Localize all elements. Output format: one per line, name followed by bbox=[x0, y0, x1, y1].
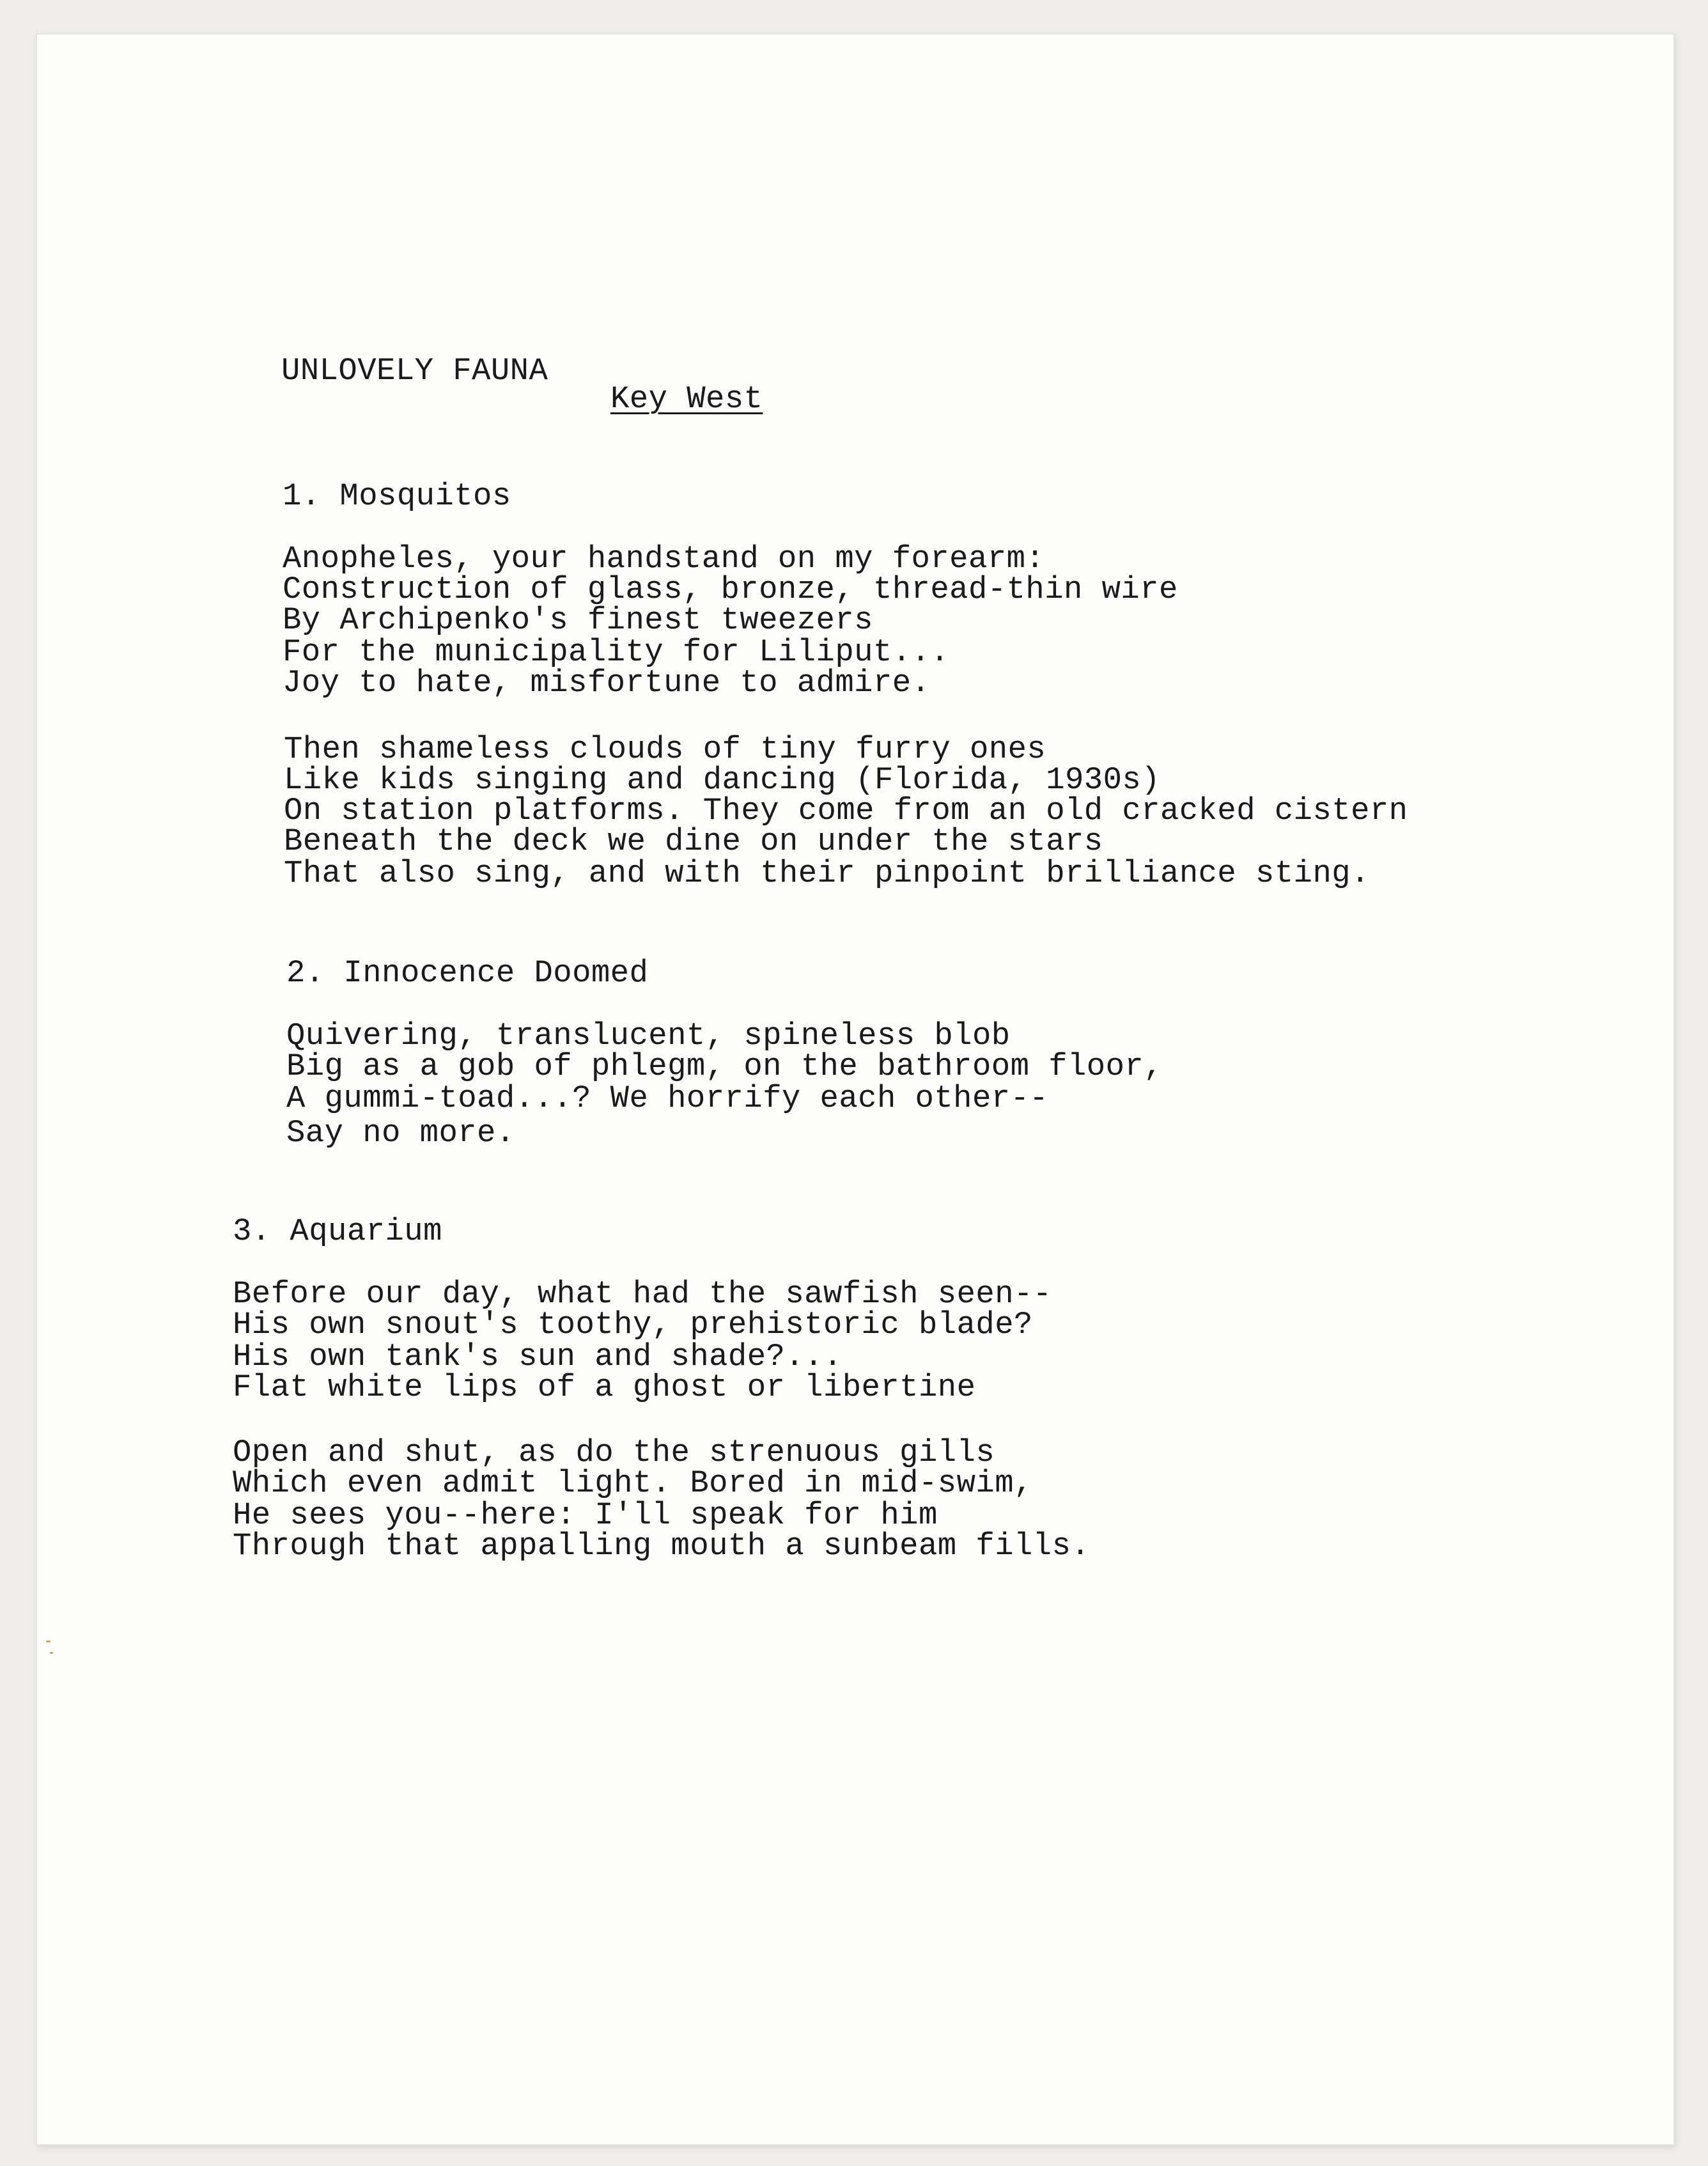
poem-line: Anopheles, your handstand on my forearm: bbox=[283, 541, 1045, 577]
poem-line: On station platforms. They come from an old cracked cistern bbox=[284, 793, 1408, 829]
poem-line: Quivering, translucent, spineless blob bbox=[286, 1018, 1011, 1054]
section-heading-innocence-doomed: 2. Innocence Doomed bbox=[286, 955, 649, 991]
poem-line: His own snout's toothy, prehistoric blade? bbox=[233, 1307, 1033, 1343]
poem-line: Joy to hate, misfortune to admire. bbox=[283, 665, 931, 701]
poem-line: Say no more. bbox=[286, 1115, 515, 1151]
poem-line: He sees you--here: I'll speak for him bbox=[233, 1497, 938, 1533]
poem-subtitle: Key West bbox=[610, 381, 763, 417]
poem-line: By Archipenko's finest tweezers bbox=[283, 602, 873, 638]
poem-line: Construction of glass, bronze, thread-thin wire bbox=[283, 572, 1178, 607]
poem-line: Before our day, what had the sawfish seen-- bbox=[233, 1276, 1052, 1312]
paper-speck bbox=[46, 1640, 50, 1642]
poem-line: That also sing, and with their pinpoint brilliance sting. bbox=[284, 855, 1370, 891]
paper-speck bbox=[50, 1652, 53, 1654]
poem-line: Flat white lips of a ghost or libertine bbox=[233, 1369, 976, 1405]
poem-line: For the municipality for Liliput... bbox=[283, 634, 950, 670]
poem-line: Open and shut, as do the strenuous gills bbox=[233, 1435, 995, 1470]
poem-line: Through that appalling mouth a sunbeam fills. bbox=[233, 1528, 1091, 1564]
section-heading-mosquitos: 1. Mosquitos bbox=[283, 478, 511, 514]
poem-line: Big as a gob of phlegm, on the bathroom floor, bbox=[286, 1048, 1163, 1084]
section-heading-aquarium: 3. Aquarium bbox=[233, 1213, 442, 1249]
poem-title: UNLOVELY FAUNA bbox=[281, 353, 548, 389]
poem-line: His own tank's sun and shade?... bbox=[233, 1339, 842, 1375]
poem-line: Beneath the deck we dine on under the stars bbox=[284, 823, 1103, 859]
poem-line: Like kids singing and dancing (Florida, 1930s) bbox=[284, 762, 1161, 798]
poem-line: A gummi-toad...? We horrify each other-- bbox=[286, 1080, 1049, 1116]
poem-line: Then shameless clouds of tiny furry ones bbox=[284, 731, 1046, 767]
poem-line: Which even admit light. Bored in mid-swim, bbox=[233, 1465, 1033, 1501]
